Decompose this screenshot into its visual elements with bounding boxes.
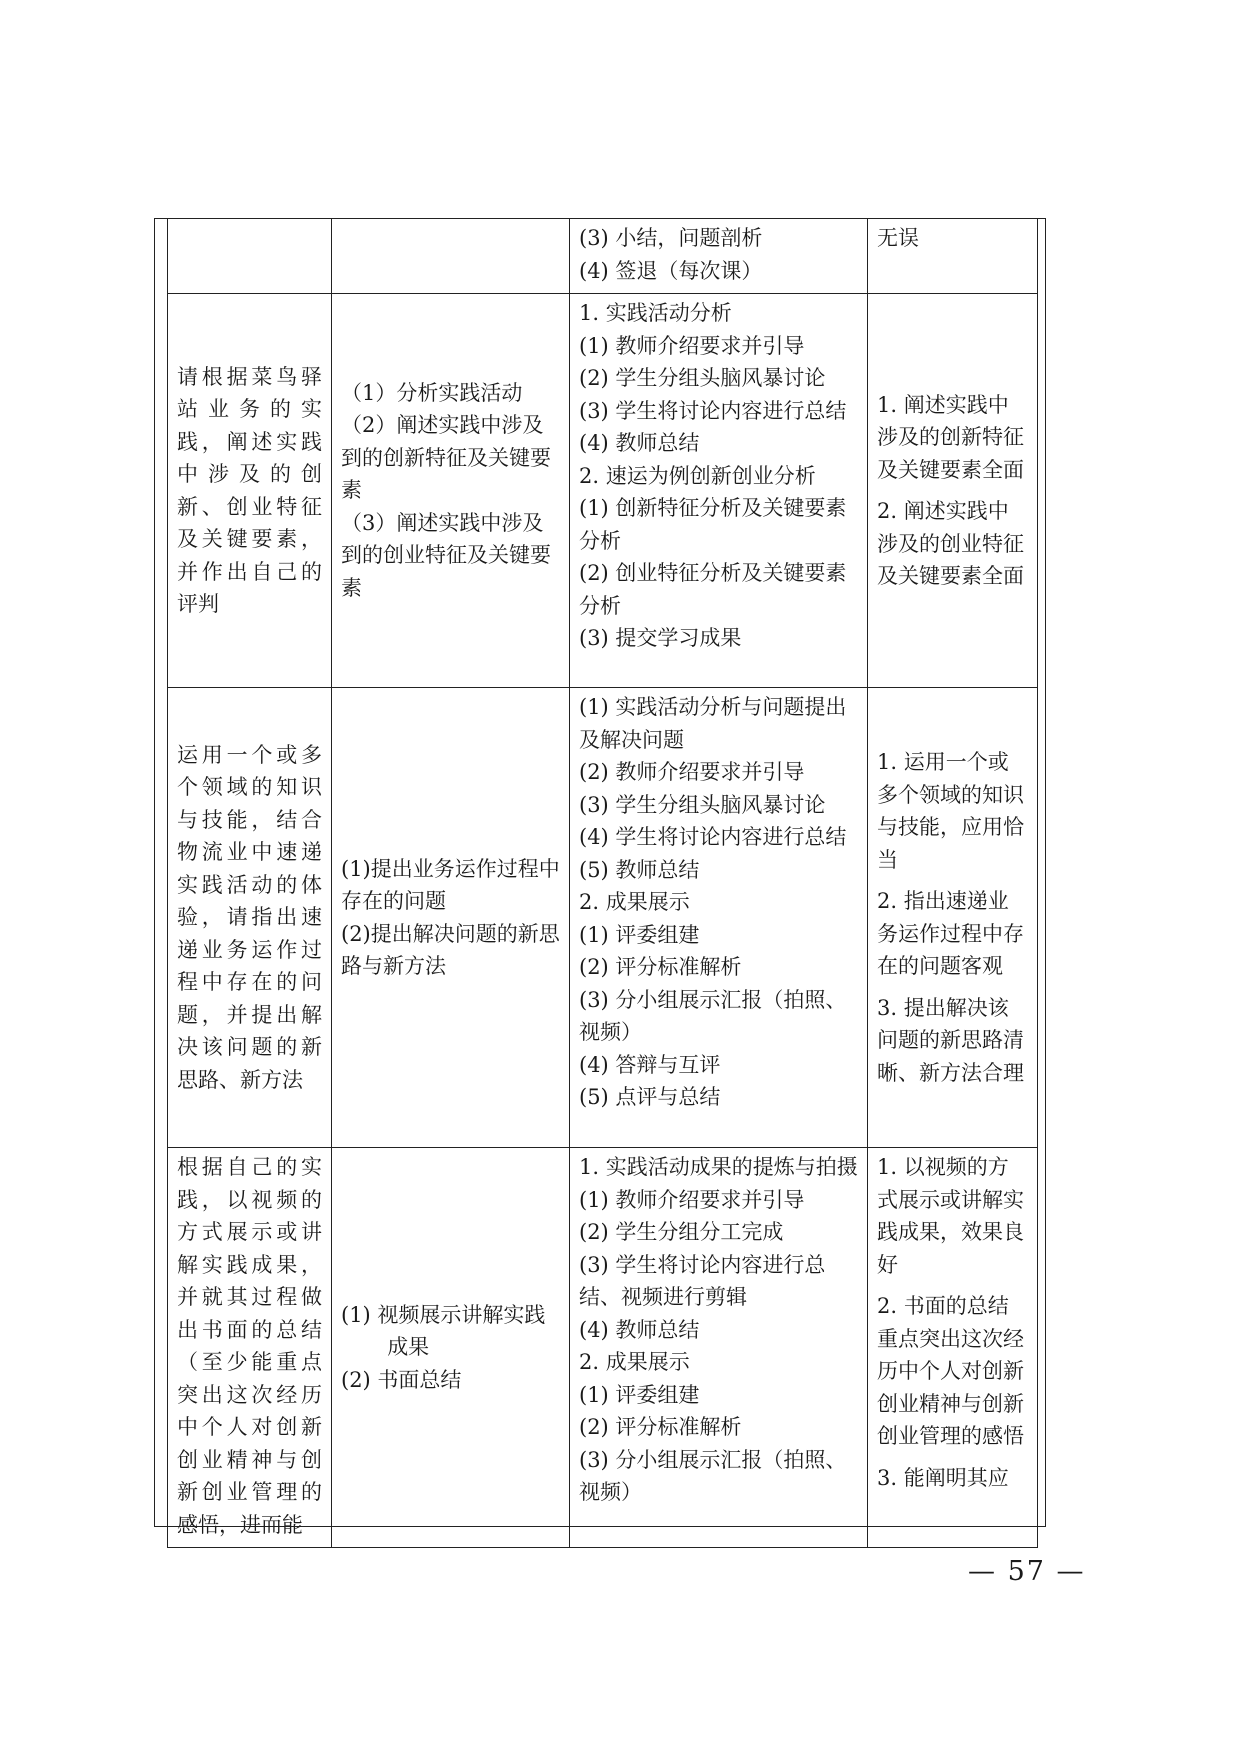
activity-line: (3) 学生将讨论内容进行总结 <box>579 398 847 423</box>
activity-line: 1. 实践活动成果的提炼与拍摄 <box>579 1155 858 1179</box>
content-line: (1)提出业务运作过程中存在的问题 <box>341 856 560 913</box>
activity-line: (2) 评分标准解析 <box>579 955 742 979</box>
activity-line: 2. 速运为例创新创业分析 <box>579 463 816 488</box>
table-row <box>168 1148 1038 1548</box>
content-line: （3）阐述实践中涉及到的创业特征及关键要素 <box>341 510 551 600</box>
content-line: （1）分析实践活动 <box>341 380 523 405</box>
criteria-cell <box>868 294 1038 688</box>
activity-line: (1) 教师介绍要求并引导 <box>579 1187 805 1212</box>
activity-line: (1) 评委组建 <box>579 1382 700 1407</box>
activity-line: (3) 分小组展示汇报（拍照、视频） <box>579 1447 847 1504</box>
content-cell <box>332 688 570 1148</box>
activity-line: (4) 教师总结 <box>579 1317 700 1342</box>
content-line: （2）阐述实践中涉及到的创新特征及关键要素 <box>341 413 551 503</box>
page-number: — 57 — <box>968 1556 1086 1587</box>
activity-cell <box>570 219 868 294</box>
activity-line: (2) 评分标准解析 <box>579 1415 742 1439</box>
activity-line: (4) 答辩与互评 <box>579 1052 721 1077</box>
activity-line: (1) 教师介绍要求并引导 <box>579 333 805 358</box>
criteria-cell <box>868 688 1038 1148</box>
activity-line: (2) 创业特征分析及关键要素分析 <box>579 561 847 618</box>
content-cell <box>332 294 570 688</box>
table-row <box>168 688 1038 1148</box>
activity-line: (1) 实践活动分析与问题提出及解决问题 <box>579 695 847 752</box>
activity-line: (2) 教师介绍要求并引导 <box>579 760 805 784</box>
activity-line: 2. 成果展示 <box>579 1350 690 1374</box>
table-row <box>168 294 1038 688</box>
criteria-cell <box>868 1148 1038 1548</box>
criteria-line: 3. 能阐明其应 <box>877 1465 1009 1490</box>
task-cell: 运用一个或多个领域的知识与技能，结合物流业中速递实践活动的体验，请指出速递业务运作过程中存在的问题，并提出解决该问题的新思路、新方法 <box>168 688 332 1148</box>
activity-line: (3) 提交学习成果 <box>579 626 742 650</box>
activity-line: (3) 分小组展示汇报（拍照、视频） <box>579 987 847 1044</box>
content-cell <box>332 1148 570 1548</box>
activity-line: (2) 学生分组分工完成 <box>579 1220 784 1244</box>
task-cell <box>168 219 332 294</box>
criteria-line: 1. 阐述实践中涉及的创新特征及关键要素全面 <box>877 392 1024 482</box>
activity-line: (1) 创新特征分析及关键要素分析 <box>579 496 847 553</box>
activity-line: (3) 学生分组头脑风暴讨论 <box>579 792 826 817</box>
activity-cell <box>570 294 868 688</box>
activity-cell <box>570 688 868 1148</box>
course-table <box>167 218 1038 1548</box>
criteria-line: 无误 <box>877 226 919 250</box>
activity-line: (4) 教师总结 <box>579 431 700 455</box>
content-cell <box>332 219 570 294</box>
criteria-line: 1. 以视频的方式展示或讲解实践成果，效果良好 <box>877 1155 1024 1277</box>
activity-line: (5) 点评与总结 <box>579 1085 721 1109</box>
criteria-line: 1. 运用一个或多个领域的知识与技能，应用恰当 <box>877 750 1024 872</box>
criteria-cell <box>868 219 1038 294</box>
activity-line: (1) 评委组建 <box>579 922 700 947</box>
activity-line: (5) 教师总结 <box>579 857 700 882</box>
activity-line: (4) 学生将讨论内容进行总结 <box>579 825 847 849</box>
activity-line: (2) 学生分组头脑风暴讨论 <box>579 366 826 390</box>
task-cell: 请根据菜鸟驿站业务的实践，阐述实践中涉及的创新、创业特征及关键要素，并作出自己的评判 <box>168 294 332 688</box>
activity-line: (3) 小结，问题剖析 <box>579 226 763 250</box>
activity-line: 2. 成果展示 <box>579 890 690 914</box>
content-line: (1) 视频展示讲解实践成果 <box>341 1302 546 1360</box>
activity-line: (4) 签退（每次课） <box>579 258 763 283</box>
content-line: (2) 书面总结 <box>341 1367 462 1392</box>
table-row <box>168 219 1038 294</box>
criteria-line: 2. 指出速递业务运作过程中存在的问题客观 <box>877 889 1024 978</box>
activity-line: (3) 学生将讨论内容进行总结、视频进行剪辑 <box>579 1252 826 1309</box>
activity-line: 1. 实践活动分析 <box>579 301 732 325</box>
content-line: (2)提出解决问题的新思路与新方法 <box>341 921 560 978</box>
criteria-line: 2. 阐述实践中涉及的创业特征及关键要素全面 <box>877 499 1024 588</box>
criteria-line: 3. 提出解决该问题的新思路清晰、新方法合理 <box>877 995 1024 1085</box>
activity-cell <box>570 1148 868 1548</box>
task-cell: 根据自己的实践，以视频的方式展示或讲解实践成果，并就其过程做出书面的总结（至少能重点突出这次经历中个人对创新创业精神与创新创业管理的感悟，进而能 <box>168 1148 332 1548</box>
criteria-line: 2. 书面的总结重点突出这次经历中个人对创新创业精神与创新创业管理的感悟 <box>877 1294 1024 1448</box>
